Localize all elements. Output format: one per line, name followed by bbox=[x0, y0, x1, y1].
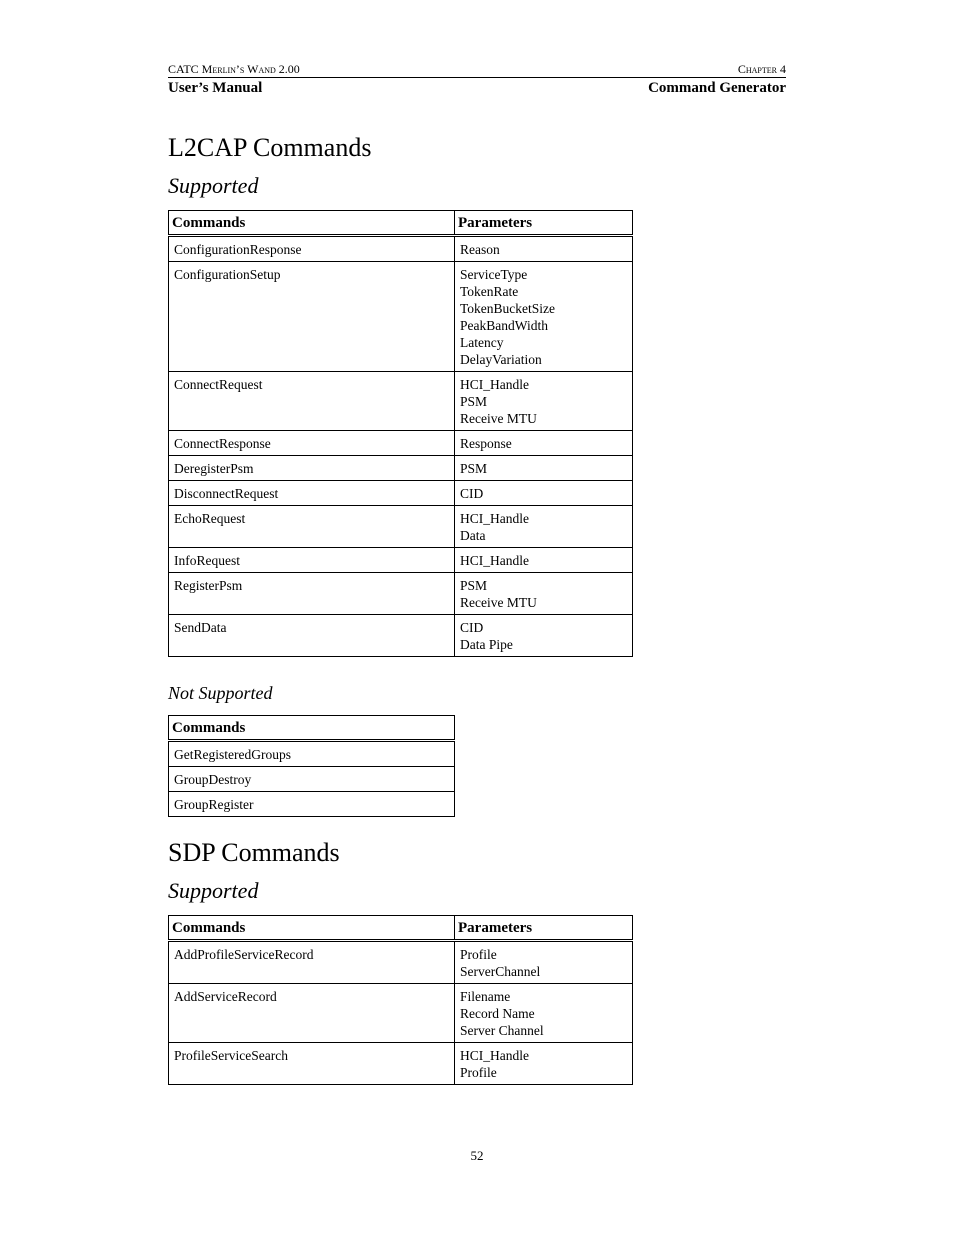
table-row bbox=[169, 792, 455, 817]
parameter-item: PSM bbox=[460, 461, 488, 476]
table-row bbox=[169, 481, 633, 506]
parameter-item: TokenBucketSize bbox=[460, 301, 556, 316]
parameter-item: Receive MTU bbox=[460, 411, 537, 426]
column-header-parameters: Parameters bbox=[455, 211, 633, 236]
header-chapter: Chapter 4 bbox=[737, 62, 786, 76]
parameter-item: PSM bbox=[460, 394, 488, 409]
command-cell: ConfigurationSetup bbox=[169, 262, 455, 372]
parameters-cell bbox=[455, 506, 633, 548]
parameter-item: ServerChannel bbox=[460, 964, 541, 979]
parameters-cell bbox=[455, 372, 633, 431]
parameters-cell bbox=[455, 262, 633, 372]
parameter-item: Data Pipe bbox=[460, 637, 513, 652]
table-row bbox=[169, 456, 633, 481]
command-cell: ConfigurationResponse bbox=[169, 236, 455, 262]
parameter-item: HCI_Handle bbox=[460, 511, 529, 526]
parameter-item: PeakBandWidth bbox=[460, 318, 548, 333]
command-cell: EchoRequest bbox=[169, 506, 455, 548]
parameter-item: Latency bbox=[460, 335, 504, 350]
parameter-item: DelayVariation bbox=[460, 352, 542, 367]
l2cap-supported-heading: Supported bbox=[168, 173, 259, 198]
table-row bbox=[169, 767, 455, 792]
page-number: 52 bbox=[470, 1148, 484, 1163]
parameter-item: Filename bbox=[460, 989, 511, 1004]
parameter-item: Response bbox=[460, 436, 512, 451]
parameter-item: CID bbox=[460, 620, 484, 635]
header-rule bbox=[168, 77, 786, 78]
parameters-cell bbox=[455, 236, 633, 262]
table-row bbox=[169, 372, 633, 431]
command-cell: GroupDestroy bbox=[169, 767, 455, 792]
parameters-cell bbox=[455, 984, 633, 1043]
parameter-item: Record Name bbox=[460, 1006, 535, 1021]
table-row bbox=[169, 741, 455, 767]
column-header-parameters: Parameters bbox=[455, 916, 633, 941]
command-cell: ConnectRequest bbox=[169, 372, 455, 431]
sdp-supported-table bbox=[168, 915, 633, 1085]
parameter-item: Server Channel bbox=[460, 1023, 544, 1038]
parameter-item: HCI_Handle bbox=[460, 1048, 529, 1063]
header-section: Command Generator bbox=[648, 80, 786, 96]
parameters-cell bbox=[455, 1043, 633, 1085]
table-row bbox=[169, 1043, 633, 1085]
parameters-cell bbox=[455, 573, 633, 615]
table-row bbox=[169, 548, 633, 573]
command-cell: DeregisterPsm bbox=[169, 456, 455, 481]
command-cell: AddProfileServiceRecord bbox=[169, 941, 455, 984]
parameters-cell bbox=[455, 941, 633, 984]
parameter-item: HCI_Handle bbox=[460, 553, 529, 568]
parameter-item: PSM bbox=[460, 578, 488, 593]
table-row bbox=[169, 236, 633, 262]
parameters-cell bbox=[455, 548, 633, 573]
command-cell: GetRegisteredGroups bbox=[169, 741, 455, 767]
header-product: CATC Merlin’s Wand 2.00 bbox=[168, 62, 300, 76]
l2cap-not-supported-table bbox=[168, 715, 455, 817]
command-cell: InfoRequest bbox=[169, 548, 455, 573]
command-cell: SendData bbox=[169, 615, 455, 657]
parameter-item: Receive MTU bbox=[460, 595, 537, 610]
table-row bbox=[169, 573, 633, 615]
column-header-commands: Commands bbox=[169, 916, 455, 941]
command-cell: AddServiceRecord bbox=[169, 984, 455, 1043]
parameter-item: TokenRate bbox=[460, 284, 519, 299]
sdp-title: SDP Commands bbox=[168, 838, 340, 867]
column-header-commands: Commands bbox=[169, 211, 455, 236]
l2cap-supported-table bbox=[168, 210, 633, 657]
parameter-item: Profile bbox=[460, 1065, 497, 1080]
command-cell: GroupRegister bbox=[169, 792, 455, 817]
table-row bbox=[169, 506, 633, 548]
command-cell: DisconnectRequest bbox=[169, 481, 455, 506]
l2cap-not-supported-heading: Not Supported bbox=[168, 683, 273, 703]
command-cell: ProfileServiceSearch bbox=[169, 1043, 455, 1085]
parameters-cell bbox=[455, 456, 633, 481]
command-cell: RegisterPsm bbox=[169, 573, 455, 615]
sdp-supported-heading: Supported bbox=[168, 878, 259, 903]
table-row bbox=[169, 941, 633, 984]
parameters-cell bbox=[455, 481, 633, 506]
parameter-item: HCI_Handle bbox=[460, 377, 529, 392]
parameter-item: Data bbox=[460, 528, 486, 543]
table-row bbox=[169, 262, 633, 372]
command-cell: ConnectResponse bbox=[169, 431, 455, 456]
parameter-item: Profile bbox=[460, 947, 497, 962]
parameter-item: ServiceType bbox=[460, 267, 528, 282]
parameters-cell bbox=[455, 431, 633, 456]
parameter-item: CID bbox=[460, 486, 484, 501]
column-header-commands: Commands bbox=[169, 716, 455, 741]
running-header bbox=[168, 62, 786, 97]
header-manual: User’s Manual bbox=[168, 80, 263, 96]
parameter-item: Reason bbox=[460, 242, 500, 257]
table-row bbox=[169, 431, 633, 456]
parameters-cell bbox=[455, 615, 633, 657]
l2cap-title: L2CAP Commands bbox=[168, 133, 372, 162]
table-row bbox=[169, 984, 633, 1043]
table-row bbox=[169, 615, 633, 657]
